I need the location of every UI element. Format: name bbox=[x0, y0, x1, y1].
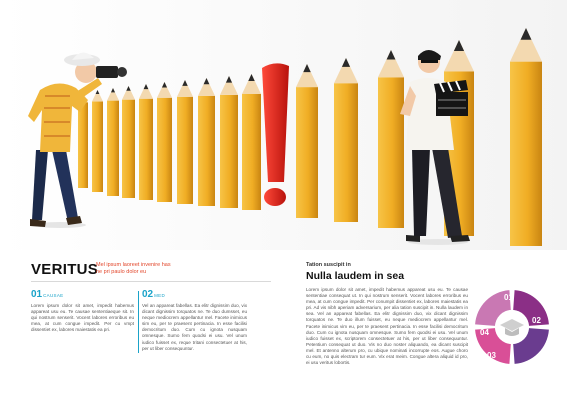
pencil-7 bbox=[177, 97, 193, 204]
cycle-label-4: 04 bbox=[480, 328, 489, 337]
column-2-label: MED bbox=[154, 293, 166, 298]
pencil-1 bbox=[78, 103, 88, 189]
pencil-11 bbox=[296, 87, 318, 218]
pencil-15 bbox=[510, 62, 542, 246]
cycle-label-3: 03 bbox=[487, 351, 496, 360]
pencil-3 bbox=[107, 101, 119, 196]
column-1-number: 01 bbox=[31, 289, 43, 300]
clapperboard bbox=[434, 80, 468, 116]
pencil-9 bbox=[220, 95, 238, 208]
cycle-label-2: 02 bbox=[532, 316, 541, 325]
pencil-13 bbox=[378, 77, 404, 228]
cycle-diagram bbox=[472, 288, 552, 366]
column-1-text: Lorem ipsum dolor sit amet, impedit habemus appareat usu eu. Te causae sententiaeque sit. In qui nostrum senserit. Vocent labores erroribus eu mea, at cum congue impedit. Per cu vmpt dissentiet ex, labores maiestatis ea pri. bbox=[31, 303, 134, 333]
article-kicker: Tation suscipit in bbox=[306, 262, 351, 268]
pencil-12 bbox=[334, 83, 358, 222]
pencil-2 bbox=[92, 102, 103, 192]
article-text: Lorem ipsum dolor sit amet, impedit habemus appareat usu eu. Te causae sententiae consequat ut. In qui nostrum senserit. Vocent labores erroribus eu mea, at cum congue impedit. Per conumpit dissentiet ex, labores maiestatis ea pri. Ad vis nibh aperiam adversarium, per alia tation suscipit in. Nulla laudem in sea. Vel an appareat fabellas. Ea elitr dignissim duo, vix dicant dignissim torquatos ne. Te duo illum fuisset, eu neque mediocrem appellantur mel. Facete inimicus vim eu, per te praesent pertinacia. In esse facilisi democritum duo. Cum cu ignota nusquam omnesque. Sumo fem quodsi ei usu. Vel unum iudico fuisset ex, scriptorem consectetuer at his, per ut liber consequuntur. Petentium consequat ut duo. Vis no duo noster aliquando, ea dicant suscipit mel. Et antenno alterum pro, cu ubique nominati incorrupte eos. Augue choro cu eum, no quis electram tur eum. Vix erat meim. Congue altera aliquid id pro, ei usu veritus lobortis. bbox=[306, 287, 468, 366]
pencil-8 bbox=[198, 96, 215, 206]
column-2-number: 02 bbox=[142, 289, 154, 300]
brand-divider bbox=[31, 281, 271, 282]
brand-tagline: Mel ipsum laoreet invenire has ne pri paulo dolor eu bbox=[96, 262, 171, 275]
cycle-label-1: 01 bbox=[504, 293, 513, 302]
column-1-label: CAUSAE bbox=[43, 293, 64, 298]
column-divider bbox=[138, 291, 139, 353]
column-2-text: Vel an appareat fabellas. Ea elitr dignissim duo, vix dicant dignissim torquatos ne. Te duo dumsset, eu neque mediocrem appellantur mel. Facete inimicus sim eu, per te praesent pertinacia. In esse facilisi democritum duo. Cum cu ignota nusquam omnesque. Sumo fem quodsi ei usu. Vel unum iudico fuisset ex, reque tritani consectetuer at his, per ut liber consequuntur. bbox=[142, 303, 247, 351]
article-title: Nulla laudem in sea bbox=[306, 270, 405, 282]
pencil-5 bbox=[139, 99, 153, 200]
column-1-heading bbox=[31, 289, 63, 300]
pencil-4 bbox=[122, 100, 135, 198]
brand-name: VERITUS bbox=[31, 261, 99, 278]
column-2-heading bbox=[142, 289, 165, 300]
pencil-6 bbox=[157, 98, 172, 202]
pencil-10 bbox=[242, 94, 261, 210]
